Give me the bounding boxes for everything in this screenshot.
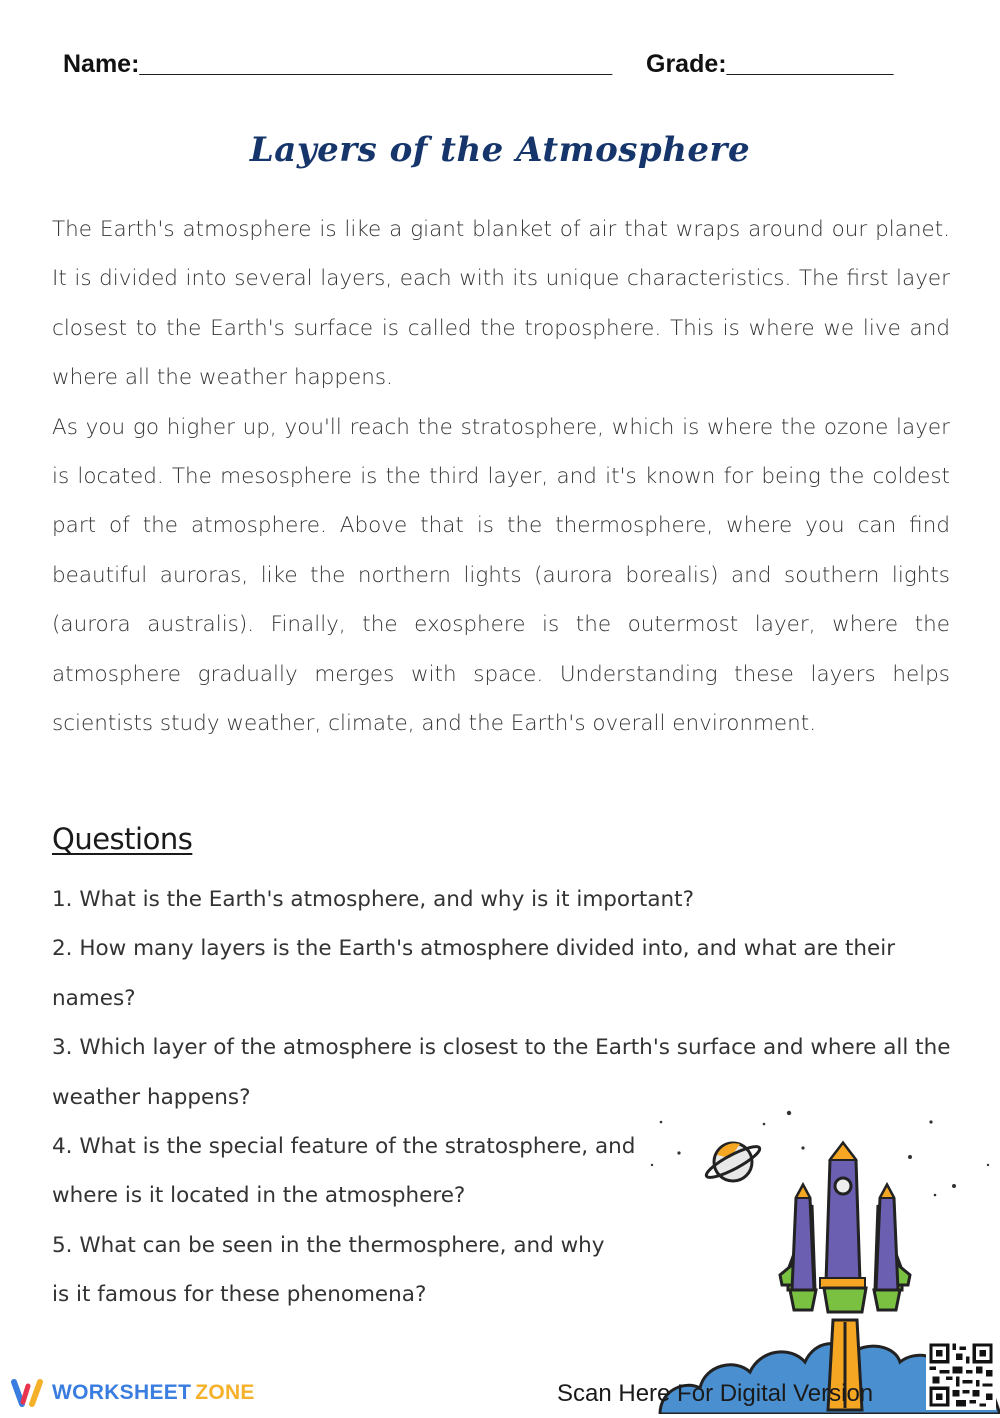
question-item: 4. What is the special feature of the stratosphere, and where is it located in the atmosphere? xyxy=(52,1134,636,1209)
scan-instruction: Scan Here For Digital Version xyxy=(557,1380,874,1407)
worksheetzone-logo[interactable] xyxy=(10,1376,255,1410)
name-field[interactable]: Name:__________________________________ xyxy=(63,50,613,78)
question-item: 3. Which layer of the atmosphere is closest to the Earth's surface and where all the weather happens? xyxy=(52,1035,951,1110)
reading-passage xyxy=(52,205,950,748)
grade-field[interactable]: Grade:____________ xyxy=(646,50,894,78)
passage-paragraph: As you go higher up, you'll reach the stratosphere, which is where the ozone layer is located. The mesosphere is the third layer, and it's known for being the coldest part of the atmosphere. Above that is the thermosphere, where you can find beautiful auroras, like the northern lights (aurora borealis) and southern lights (aurora australis). Finally, the exosphere is the outermost layer, where the atmosphere gradually merges with space. Understanding these layers helps scientists study weather, climate, and the Earth's overall environment. xyxy=(52,414,950,737)
questions-heading: Questions xyxy=(52,822,193,856)
logo-text-worksheet: WORKSHEET xyxy=(52,1381,192,1404)
page-title: Layers of the Atmosphere xyxy=(249,130,751,170)
logo-icon xyxy=(10,1378,46,1408)
question-item: 5. What can be seen in the thermosphere, and why is it famous for these phenomena? xyxy=(52,1232,605,1308)
stars-icon xyxy=(651,1111,989,1197)
logo-text-zone: ZONE xyxy=(195,1381,255,1404)
planet-icon xyxy=(703,1142,763,1183)
header-row xyxy=(63,50,940,90)
question-item: 1. What is the Earth's atmosphere, and why is it important? xyxy=(52,887,694,912)
passage-paragraph: The Earth's atmosphere is like a giant blanket of air that wraps around our planet. It is divided into several layers, each with its unique characteristics. The first layer closest to the Earth's surface is called the troposphere. This is where we live and where all the weather happens. xyxy=(52,217,950,391)
qr-code-icon[interactable] xyxy=(926,1340,996,1410)
question-item: 2. How many layers is the Earth's atmosphere divided into, and what are their names? xyxy=(52,936,896,1011)
